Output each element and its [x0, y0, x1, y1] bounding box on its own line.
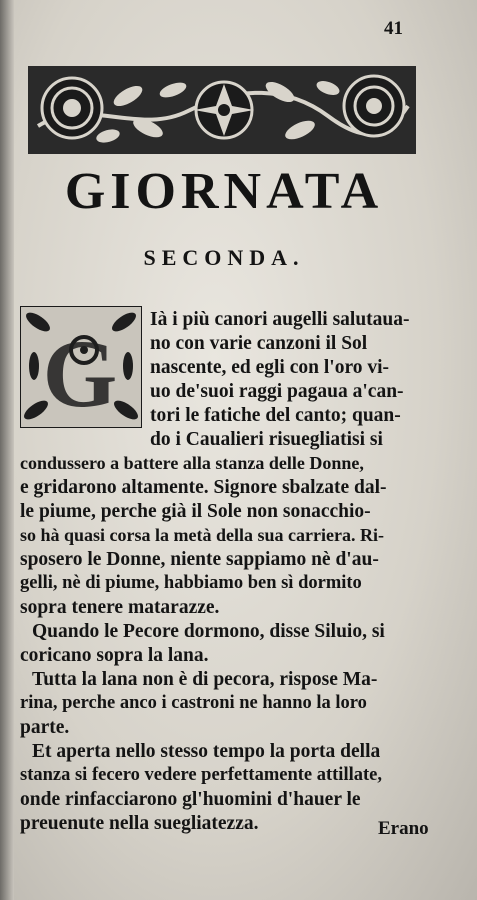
- floral-headpiece-ornament: [28, 66, 416, 154]
- text-line: Quando le Pecore dormono, disse Siluio, si: [32, 621, 385, 642]
- text-line: preuenute nella suegliatezza.: [20, 813, 259, 834]
- text-line: nascente, ed egli con l'oro vi-: [150, 357, 390, 378]
- text-line: no con varie canzoni il Sol: [150, 333, 368, 354]
- text-line: tori le fatiche del canto; quan-: [150, 405, 401, 426]
- page-gutter-shadow: [0, 0, 14, 900]
- day-heading: GIORNATA: [64, 163, 384, 220]
- text-line: Ià i più canori augelli salutaua-: [150, 309, 410, 330]
- day-subheading: SECONDA.: [143, 245, 305, 270]
- text-line: le piume, perche già il Sole non sonacchio-: [20, 501, 371, 522]
- text-line: uo de'suoi raggi pagaua a'can-: [150, 381, 404, 402]
- decorated-initial-g: [20, 306, 142, 428]
- text-line: sopra tenere matarazze.: [20, 597, 220, 618]
- text-line: rina, perche anco i castroni ne hanno la loro: [20, 693, 367, 713]
- text-line: coricano sopra la lana.: [20, 645, 209, 666]
- text-line: so hà quasi corsa la metà della sua carriera. Ri-: [20, 525, 384, 545]
- drop-cap-letter: G: [42, 320, 118, 427]
- text-line: sposero le Donne, niente sappiamo nè d'au-: [20, 549, 379, 570]
- text-line: e gridarono altamente. Signore sbalzate dal-: [20, 477, 387, 498]
- text-line: stanza si fecero vedere perfettamente attillate,: [20, 765, 382, 785]
- text-line: do i Caualieri risuegliatisi si: [150, 429, 383, 450]
- text-line: parte.: [20, 717, 70, 738]
- text-line: condussero a battere alla stanza delle Donne,: [20, 453, 364, 473]
- catchword: Erano: [378, 818, 429, 839]
- text-line: Tutta la lana non è di pecora, rispose Ma-: [32, 669, 378, 690]
- text-line: onde rinfacciarono gl'huomini d'hauer le: [20, 789, 361, 810]
- page-number: 41: [384, 18, 403, 39]
- text-line: gelli, nè di piume, habbiamo ben sì dormito: [20, 573, 362, 593]
- text-line: Et aperta nello stesso tempo la porta della: [32, 741, 381, 762]
